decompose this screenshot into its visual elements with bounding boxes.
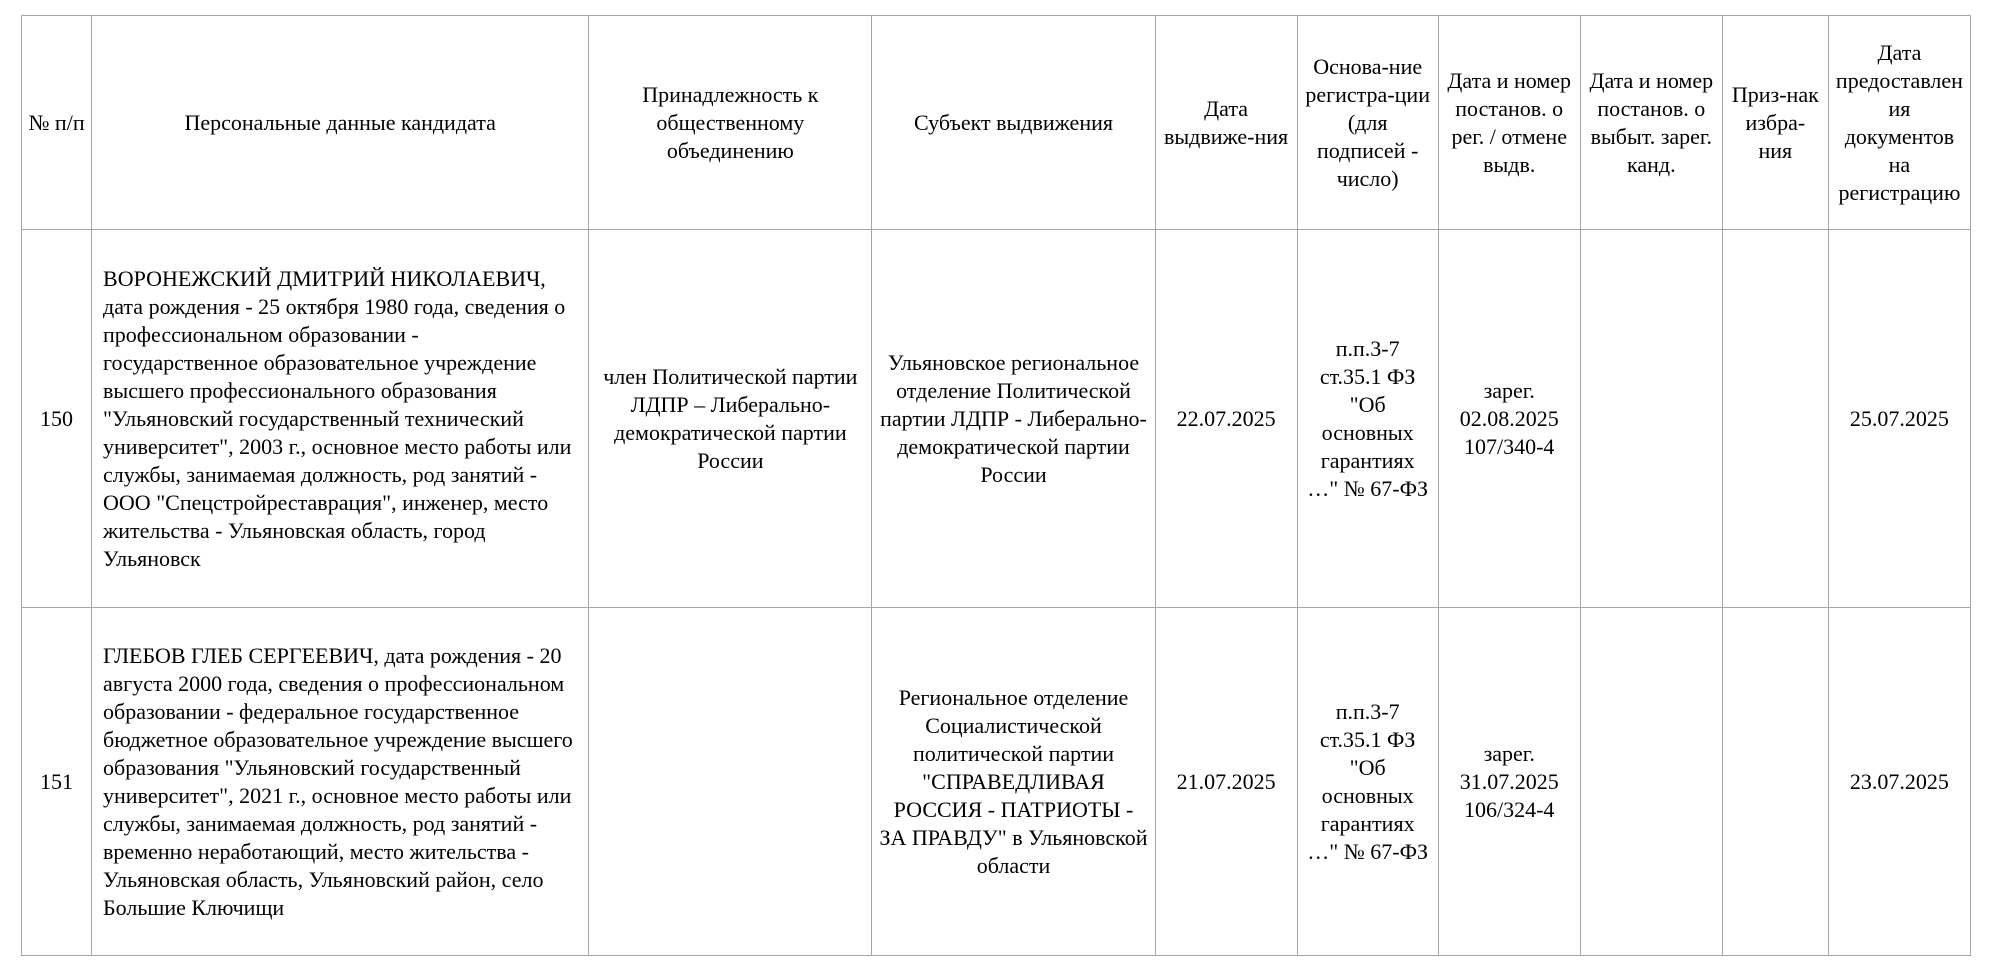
header-row: [22, 16, 1971, 230]
header-registration-basis: Основа-ние регистра-ции (для подписей - число): [1297, 16, 1438, 230]
header-docs-date: Дата предоставления документов на регистрацию: [1828, 16, 1970, 230]
cell-docs-date: 23.07.2025: [1828, 608, 1970, 956]
header-registration-decision: Дата и номер постанов. о рег. / отмене выдв.: [1438, 16, 1580, 230]
cell-association: член Политической партии ЛДПР – Либерально-демократической партии России: [589, 230, 872, 608]
cell-withdrawal-decision: [1580, 230, 1722, 608]
table-row: [22, 230, 1971, 608]
cell-nomination-date: 22.07.2025: [1155, 230, 1297, 608]
cell-withdrawal-decision: [1580, 608, 1722, 956]
cell-subject: Региональное отделение Социалистической политической партии "СПРАВЕДЛИВАЯ РОССИЯ - ПАТРИОТЫ - ЗА ПРАВДУ" в Ульяновской области: [872, 608, 1155, 956]
cell-registration-basis: п.п.3-7 ст.35.1 ФЗ "Об основных гарантиях …" № 67-ФЗ: [1297, 230, 1438, 608]
header-withdrawal-decision: Дата и номер постанов. о выбыт. зарег. канд.: [1580, 16, 1722, 230]
cell-registration-decision: зарег. 31.07.2025 106/324-4: [1438, 608, 1580, 956]
cell-personal: ГЛЕБОВ ГЛЕБ СЕРГЕЕВИЧ, дата рождения - 20 августа 2000 года, сведения о профессиональном образовании - федеральное государственное бюджетное образовательное учреждение высшего образования "Ульяновский государственный университет", 2021 г., основное место работы или службы, занимаемая должность, род занятий - временно неработающий, место жительства - Ульяновская область, Ульяновский район, село Большие Ключищи: [92, 608, 589, 956]
header-nomination-date: Дата выдвиже-ния: [1155, 16, 1297, 230]
cell-nomination-date: 21.07.2025: [1155, 608, 1297, 956]
header-num: № п/п: [22, 16, 92, 230]
header-association: Принадлежность к общественному объединению: [589, 16, 872, 230]
header-elected-flag: Приз-нак избра-ния: [1722, 16, 1828, 230]
cell-registration-basis: п.п.3-7 ст.35.1 ФЗ "Об основных гарантиях …" № 67-ФЗ: [1297, 608, 1438, 956]
cell-elected-flag: [1722, 230, 1828, 608]
candidates-table: [21, 15, 1971, 956]
table-row: [22, 608, 1971, 956]
header-subject: Субъект выдвижения: [872, 16, 1155, 230]
cell-docs-date: 25.07.2025: [1828, 230, 1970, 608]
cell-num: 151: [22, 608, 92, 956]
cell-personal: ВОРОНЕЖСКИЙ ДМИТРИЙ НИКОЛАЕВИЧ, дата рождения - 25 октября 1980 года, сведения о профессиональном образовании - государственное образовательное учреждение высшего профессионального образования "Ульяновский государственный технический университет", 2003 г., основное место работы или службы, занимаемая должность, род занятий - ООО "Спецстройреставрация", инженер, место жительства - Ульяновская область, город Ульяновск: [92, 230, 589, 608]
header-personal: Персональные данные кандидата: [92, 16, 589, 230]
cell-subject: Ульяновское региональное отделение Политической партии ЛДПР - Либерально-демократической партии России: [872, 230, 1155, 608]
cell-elected-flag: [1722, 608, 1828, 956]
cell-num: 150: [22, 230, 92, 608]
cell-registration-decision: зарег. 02.08.2025 107/340-4: [1438, 230, 1580, 608]
cell-association: [589, 608, 872, 956]
